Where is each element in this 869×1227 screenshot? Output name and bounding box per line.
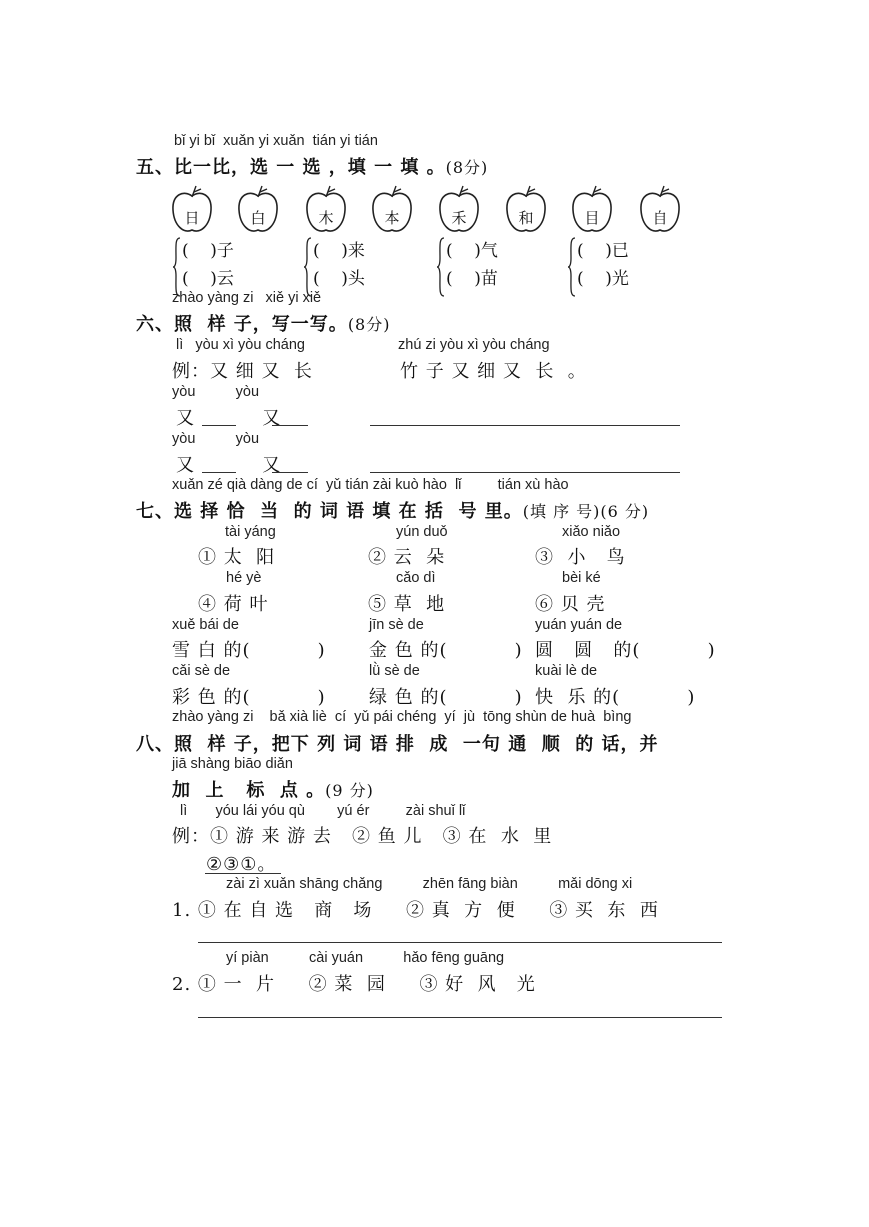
section8-score: (9 分): [325, 781, 374, 800]
option-pinyin: bèi ké: [562, 570, 601, 586]
answer-line: [370, 425, 680, 426]
apple-character: 木: [318, 209, 334, 227]
option-item: ⑥ 贝 壳: [535, 594, 606, 615]
fill-pinyin: xuě bái de: [172, 617, 239, 633]
section5-title: 五、比一比，选 一 选 ，填 一 填 。: [136, 157, 446, 178]
section6-q1-text: 又 又: [176, 408, 282, 429]
fill-pinyin: lǜ sè de: [369, 663, 420, 679]
option-pinyin: xiǎo niǎo: [562, 524, 621, 540]
answer-line: [198, 1017, 722, 1018]
option-pinyin: cǎo dì: [396, 570, 436, 586]
section8-heading-1: 八、照 样 子，把下 列 词 语 排 成 一句 通 顺 的 话，并: [136, 734, 659, 755]
choice-group-2-top: ( )来: [313, 241, 365, 261]
section8-example-answer: ②③①。: [206, 854, 277, 875]
section6-score: (8分): [347, 315, 391, 334]
section8-pinyin-2: jiā shàng biāo diǎn: [172, 756, 293, 772]
section8-example: 例：① 游 来 游 去 ② 鱼 儿 ③ 在 水 里: [172, 826, 553, 847]
apple-character: 本: [384, 209, 400, 227]
fill-pinyin: yuán yuán de: [535, 617, 623, 633]
option-item: ③ 小 鸟: [535, 547, 626, 568]
choice-group-4-top: ( )已: [577, 241, 629, 261]
fill-item: 金 色 的( ): [369, 640, 523, 661]
apple-card: [236, 180, 280, 240]
section6-q2-text: 又 又: [176, 455, 282, 476]
fill-item: 快 乐 的( ): [535, 687, 696, 708]
answer-blank: [272, 425, 308, 426]
section8-q2: 2. ① 一 片 ② 菜 园 ③ 好 风 光: [172, 974, 536, 995]
fill-pinyin: cǎi sè de: [172, 663, 231, 679]
choice-group-2-bottom: ( )头: [313, 269, 365, 289]
option-pinyin: yún duǒ: [396, 524, 448, 540]
section8-pinyin-1: zhào yàng zi bǎ xià liè cí yǔ pái chéng yí jù tōng shùn de huà bìng: [172, 709, 632, 725]
section6-heading: [136, 310, 390, 336]
apple-card: [437, 180, 481, 240]
section5-pinyin: bǐ yi bǐ xuǎn yi xuǎn tián yi tián: [174, 133, 378, 149]
apple-card: [570, 180, 614, 240]
apple-card: [370, 180, 414, 240]
section6-title: 六、照 样 子，写一写。: [136, 314, 348, 335]
fill-pinyin: jīn sè de: [369, 617, 424, 633]
section7-heading: [136, 497, 649, 523]
section6-pinyin: zhào yàng zi xiě yi xiě: [172, 290, 322, 306]
apple-character: 和: [518, 209, 534, 227]
brace-icon: [303, 236, 313, 298]
section6-example-pinyin-right: zhú zi yòu xì yòu cháng: [398, 337, 550, 353]
apple-card: [504, 180, 548, 240]
answer-blank: [202, 425, 236, 426]
fill-item: 绿 色 的( ): [369, 687, 523, 708]
choice-group-4-bottom: ( )光: [577, 269, 629, 289]
section8-heading-2: [172, 776, 374, 802]
brace-icon: [567, 236, 577, 298]
section7-score: (填 序 号)(6 分): [522, 502, 650, 521]
choice-group-1-bottom: ( )云: [182, 269, 234, 289]
choice-group-4: [567, 236, 697, 298]
apple-character: 目: [584, 209, 600, 227]
section6-example-pinyin-left: lì yòu xì yòu cháng: [176, 337, 305, 353]
section6-q1-pinyin: yòu yòu: [172, 384, 260, 400]
choice-group-2: [303, 236, 433, 298]
apple-character: 白: [250, 209, 266, 227]
choice-group-1: [172, 236, 302, 298]
choice-group-3-top: ( )气: [446, 241, 498, 261]
fill-item: 雪 白 的( ): [172, 640, 326, 661]
section8-q1: 1. ① 在 自 选 商 场 ② 真 方 便 ③ 买 东 西: [172, 900, 659, 921]
section5-heading: [136, 153, 488, 179]
option-item: ② 云 朵: [368, 547, 446, 568]
brace-icon: [172, 236, 182, 298]
brace-icon: [436, 236, 446, 298]
section8-q1-pinyin: zài zì xuǎn shāng chǎng zhēn fāng biàn mǎi dōng xi: [226, 876, 633, 892]
fill-pinyin: kuài lè de: [535, 663, 598, 679]
section8-q2-pinyin: yí piàn cài yuán hǎo fēng guāng: [226, 950, 505, 966]
fill-item: 圆 圆 的( ): [535, 640, 716, 661]
apple-card: [170, 180, 214, 240]
apple-card: [304, 180, 348, 240]
option-pinyin: tài yáng: [225, 524, 276, 540]
answer-line: [198, 942, 722, 943]
apple-card: [638, 180, 682, 240]
section6-example-left: 例：又 细 又 长: [172, 361, 313, 382]
section8-example-pinyin: lì yóu lái yóu qù yú ér zài shuǐ lǐ: [180, 803, 466, 819]
choice-group-3-bottom: ( )苗: [446, 269, 498, 289]
apple-character: 日: [184, 209, 200, 227]
section7-pinyin: xuǎn zé qià dàng de cí yǔ tián zài kuò hào lǐ tián xù hào: [172, 477, 569, 493]
option-item: ④ 荷 叶: [198, 594, 269, 615]
answer-blank: [272, 472, 308, 473]
choice-group-3: [436, 236, 566, 298]
fill-item: 彩 色 的( ): [172, 687, 326, 708]
choice-group-1-top: ( )子: [182, 241, 234, 261]
section5-score: (8分): [445, 158, 489, 177]
section6-q2-pinyin: yòu yòu: [172, 431, 260, 447]
option-item: ① 太 阳: [198, 547, 276, 568]
answer-blank: [202, 472, 236, 473]
option-item: ⑤ 草 地: [368, 594, 446, 615]
section6-example-right: 竹 子 又 细 又 长 。: [400, 361, 587, 382]
example-answer-underline: [205, 873, 281, 874]
answer-line: [370, 472, 680, 473]
option-pinyin: hé yè: [226, 570, 262, 586]
apple-character: 自: [652, 209, 668, 227]
apple-character: 禾: [451, 209, 467, 227]
section7-title: 七、选 择 恰 当 的 词 语 填 在 括 号 里。: [136, 501, 523, 522]
section8-title-2: 加 上 标 点 。: [172, 780, 326, 801]
